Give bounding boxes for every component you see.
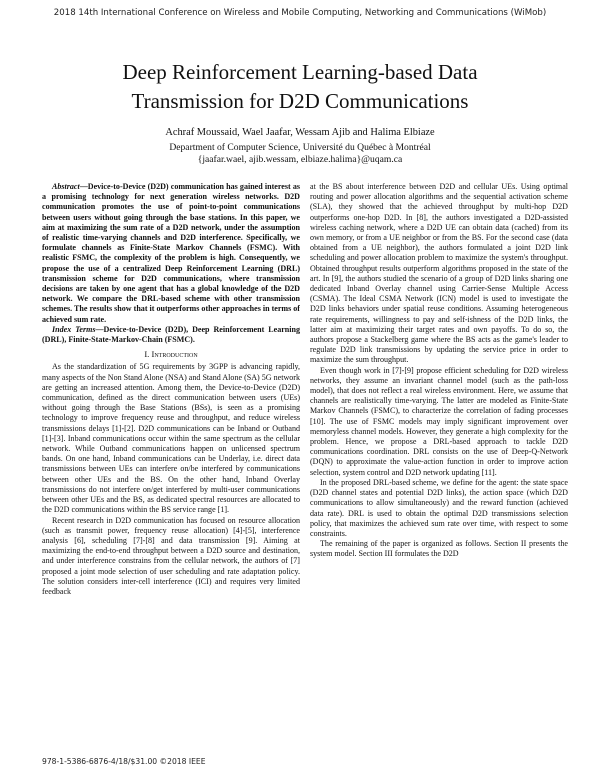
title-line-1: Deep Reinforcement Learning-based Data [122,60,478,84]
right-column [310,182,568,747]
conference-header: 2018 14th International Conference on Wireless and Mobile Computing, Networking and Communications (WiMob) [53,8,547,18]
index-terms [42,325,300,345]
left-column [42,182,300,747]
paper-title [40,58,560,116]
abstract-label: Abstract [52,182,80,191]
intro-paragraph-2: Recent research in D2D communication has focused on resource allocation (such as transmit power, frequency reuse allocation) [4]-[5], interference analysis [6], scheduling [7]-[8] and data transmission [9]. Aiming at maximizing the end-to-end throughput between a D2D source and destination, and under interference constrains from the cellular network, the authors of [7] proposed a joint mode selection of user scheduling and rate adaptation policy. The solution considers inter-cell interference (ICI) and requires very limited feedback [42,515,300,596]
copyright-footer: 978-1-5386-6876-4/18/$31.00 ©2018 IEEE [42,757,206,766]
abstract-text: —Device-to-Device (D2D) communication has gained interest as a promising technology for next generation wireless networks. D2D communication promotes the use of point-to-point communications between users without going through the base stations. In this paper, we aim at maximizing the sum rate of a D2D network, under the assumption of realistic time-varying channels and D2D interference. Specifically, we formulate channels as Finite-State Markov Channels (FSMC). With realistic FSMC, the complexity of the problem is high. Consequently, we propose the use of a centralized Deep Reinforcement Learning (DRL) transmission scheme for D2D communications, where transmission decisions are taken by one agent that has a global knowledge of the D2D network. We compare the DRL-based scheme with other transmission schemes. The results show that it outperforms other approaches in terms of achieved sum rate. [42,182,300,324]
index-terms-label: Index Terms [52,324,96,334]
right-paragraph-4: The remaining of the paper is organized as follows. Section II presents the system model. Section III formulates the D2D [310,539,568,559]
right-paragraph-1: at the BS about interference between D2D and cellular UEs. Using optimal routing and power allocation algorithms and the sequential activation scheme (SLA), they showed that the achieved throughput by multi-hop D2D outperforms one-hop D2D. In [8], the authors investigated a D2D-assisted wireless caching network, where a D2D UE can obtain data (cached) from its own memory, or from a UE neighbor or from the BS. For the second case (data obtained from a UE neighbor), the authors formulated a joint D2D link scheduling and power allocation problem to maximize the system's throughput. Obtained throughput results outperform algorithms proposed in the state of the art. In [9], the authors studied the scenario of a group of D2D links sharing one dedicated Inband Overlay channel using Carrier-Sense Multiple Access (CSMA). The Ideal CSMA Network (ICN) model is used to investigate the D2D links behaviors under spatial reuse conditions. Assuming heterogeneous rate requirements, willingness to pay and self-ishness of the D2D links, the latter aim at maximizing their target rates and own payoffs. To do so, the authors propose a Stackelberg game where the BS acts as the game's leader to regulate D2D link transmissions by updating the service price in order to maximize the sum throughput. [310,182,568,365]
right-paragraph-2: Even though work in [7]-[9] propose efficient scheduling for D2D wireless networks, they assume an invariant channel model (such as the path-loss model), that does not reflect a real wireless environment. Here, we assume that channels are realistically time-varying. The latter are modeled as Finite-State Markov Channels (FSMC), to characterize the correlation of fading processes [10]. The use of FSMC models may imply significant improvement over memoryless channel models. However, they generate a high complexity for the problem. Hence, we propose a DRL-based approach to tackle D2D communications coordination. DRL consists on the use of Deep-Q-Network (DQN) to approximate the value-action function in order to improve action selection, system control and D2D network updating [11]. [310,365,568,477]
title-line-2: Transmission for D2D Communications [131,89,469,113]
author-list: Achraf Moussaid, Wael Jaafar, Wessam Ajib and Halima Elbiaze [165,127,435,138]
right-paragraph-3: In the proposed DRL-based scheme, we define for the agent: the state space (D2D channel states and potential D2D links), the action space (which D2D communications to allow simultaneously) and the reward function (achieved data rate). DRL is used to obtain the optimal D2D transmissions selection policy, that maximizes the achieved sum rate over time, with respect to some constraints. [310,477,568,538]
intro-paragraph-1: As the standardization of 5G requirements by 3GPP is advancing rapidly, many aspects of the Non Stand Alone (NSA) and Stand Alone (SA) 5G network are getting an increased attention. Among them, the Device-to-Device (D2D) communication, defined as the direct communication between users (UEs) without going through the Base Stations (BSs), is seen as a promising technology to improve frequency reuse and throughput, and reduce wireless transmissions delays [1]-[2]. D2D communications can be Inband or Outband [1]-[3]. Inband communications occur within the same spectrum as the cellular network. While Outband communications happen on unlicensed spectrum bands. On one hand, Inband communications can be Underlay, i.e. direct data transmissions between UEs can interfere on/be interfered by communications between other UEs and the BS. On the other hand, Inband Overlay transmissions do not interfere on/get interfered by multi-user communications between other UEs and the BS, as dedicated spectral resources are allocated to the D2D communications within the BS service range [1]. [42,362,300,515]
section-heading-introduction: I. Introduction [144,349,198,360]
author-emails: {jaafar.wael, ajib.wessam, elbiaze.halima}@uqam.ca [197,154,403,165]
abstract [42,182,300,325]
index-terms-text: —Device-to-Device (D2D), Deep Reinforcement Learning (DRL), Finite-State-Markov-Chain (FSMC). [42,324,300,345]
affiliation: Department of Computer Science, Université du Québec à Montréal [169,142,431,153]
